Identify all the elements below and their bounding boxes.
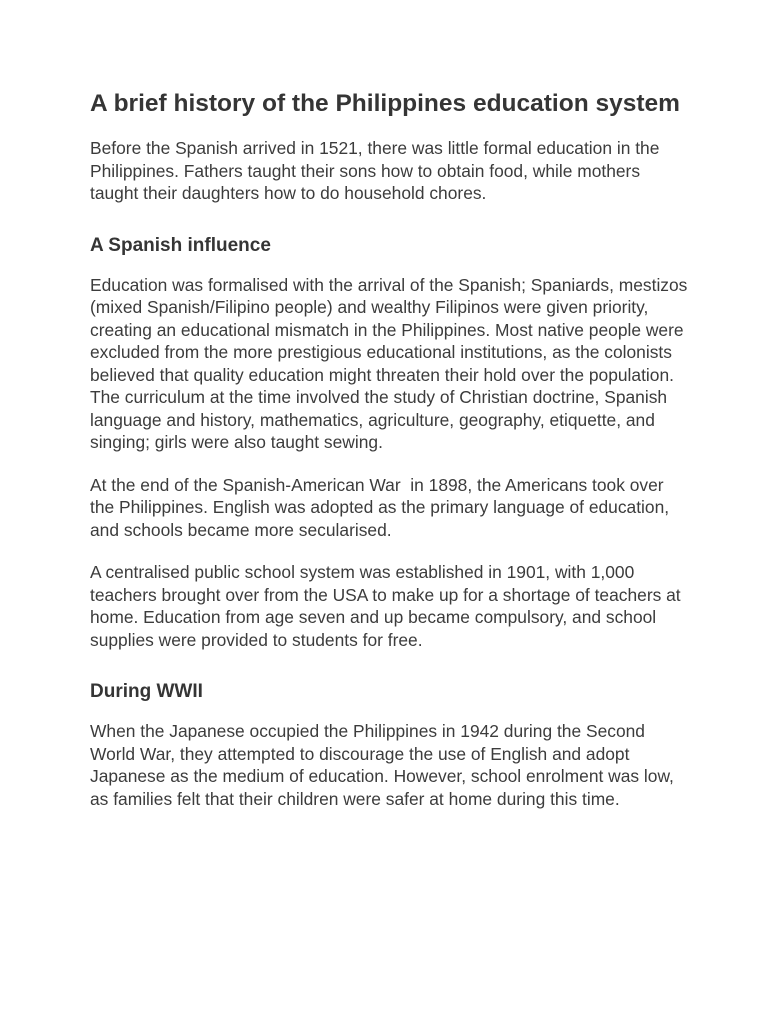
intro-paragraph: Before the Spanish arrived in 1521, there was little formal education in the Philippines. Fathers taught their sons how to obtain food, while mothers taught their daughters how to do household chores. (90, 138, 665, 203)
document-page (90, 88, 693, 830)
paragraph-spanish-american-war: At the end of the Spanish-American War in 1898, the Americans took over the Philippines. English was adopted as the primary language of education, and schools became more secularised. (90, 474, 674, 540)
section-heading-spanish-influence: A Spanish influence (90, 234, 271, 256)
paragraph-public-school-system: A centralised public school system was established in 1901, with 1,000 teachers brought over from the USA to make up for a shortage of teachers at home. Education from age seven and up became compulsory, and school supplies were provided to students for free. (90, 562, 686, 650)
paragraph-japanese-occupation: When the Japanese occupied the Philippines in 1942 during the Second World War, they attempted to discourage the use of English and adopt Japanese as the medium of education. However, school enrolment was low, as families felt that their children were safer at home during this time. (90, 721, 679, 809)
paragraph-spanish-education: Education was formalised with the arrival of the Spanish; Spaniards, mestizos (mixed Spanish/Filipino people) and wealthy Filipinos were given priority, creating an educational mismatch in the Philippines. Most native people were excluded from the more prestigious educational institutions, as the colonists believed that quality education might threaten their hold over the population. The curriculum at the time involved the study of Christian doctrine, Spanish language and history, mathematics, agriculture, geography, etiquette, and singing; girls were also taught sewing. (90, 274, 693, 452)
page-title: A brief history of the Philippines education system (90, 90, 680, 117)
section-heading-wwii: During WWII (90, 681, 203, 702)
